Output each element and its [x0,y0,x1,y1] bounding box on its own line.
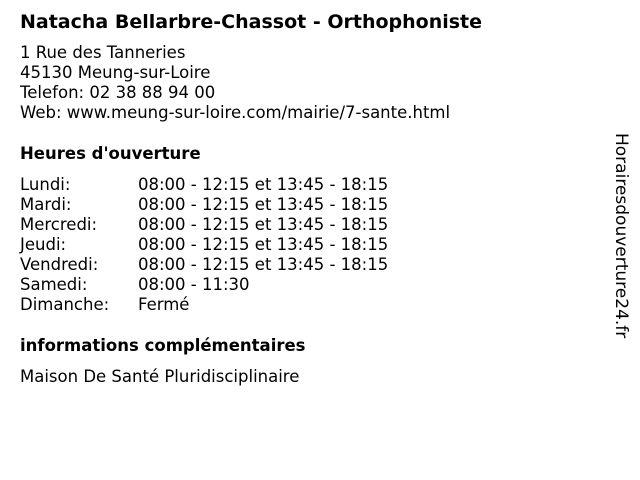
additional-info-text: Maison De Santé Pluridisciplinaire [20,367,300,386]
hours-row-saturday [20,275,600,295]
time-range: 08:00 - 12:15 et 13:45 - 18:15 [138,215,389,234]
time-range: 08:00 - 12:15 et 13:45 - 18:15 [138,255,389,274]
city-address: 45130 Meung-sur-Loire [20,63,211,82]
hours-row-friday [20,255,600,275]
day-label: Dimanche: [20,295,110,314]
opening-hours-list [20,175,600,315]
day-label: Mercredi: [20,215,98,234]
time-range: 08:00 - 11:30 [138,275,250,294]
time-range: 08:00 - 12:15 et 13:45 - 18:15 [138,235,389,254]
hours-row-sunday [20,295,600,315]
day-label: Mardi: [20,195,72,214]
hours-row-wednesday [20,215,600,235]
phone-number: Telefon: 02 38 88 94 00 [20,83,216,102]
day-label: Samedi: [20,275,88,294]
business-name: Natacha Bellarbre-Chassot - Orthophoniste [20,11,483,33]
site-watermark: Horairesdouverture24.fr [611,133,631,339]
time-range: Fermé [138,295,190,314]
business-card [20,10,600,387]
street-address: 1 Rue des Tanneries [20,43,186,62]
hours-row-tuesday [20,195,600,215]
day-label: Lundi: [20,175,71,194]
additional-info-heading: informations complémentaires [20,336,306,355]
opening-hours-heading: Heures d'ouverture [20,144,201,163]
day-label: Jeudi: [20,235,67,254]
time-range: 08:00 - 12:15 et 13:45 - 18:15 [138,175,389,194]
time-range: 08:00 - 12:15 et 13:45 - 18:15 [138,195,389,214]
hours-row-thursday [20,235,600,255]
website-url: Web: www.meung-sur-loire.com/mairie/7-sante.html [20,103,451,122]
day-label: Vendredi: [20,255,99,274]
hours-row-monday [20,175,600,195]
